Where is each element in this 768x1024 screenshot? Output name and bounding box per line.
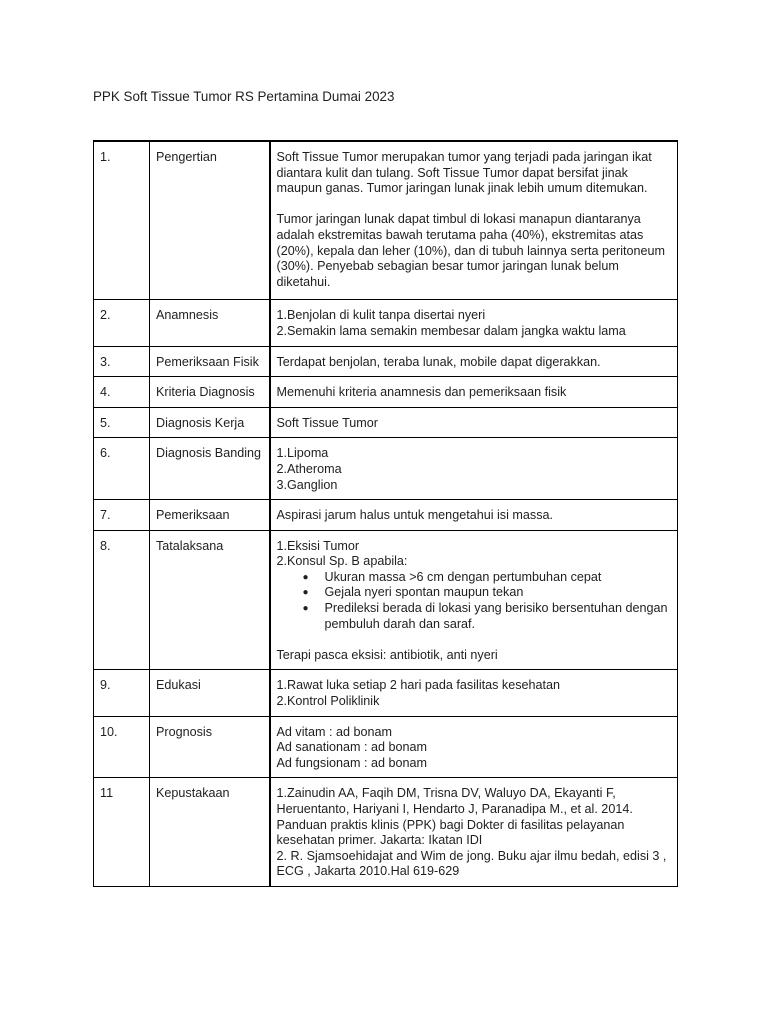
table-row-pemeriksaan bbox=[94, 500, 678, 531]
content-line: 1.Lipoma bbox=[276, 446, 329, 461]
content-line: 1.Rawat luka setiap 2 hari pada fasilitas kesehatan bbox=[276, 678, 561, 693]
content-line: 3.Ganglion bbox=[276, 477, 338, 492]
row-label: Kriteria Diagnosis bbox=[150, 377, 270, 408]
row-label: Edukasi bbox=[150, 670, 270, 716]
row-label: Pemeriksaan bbox=[150, 500, 270, 531]
row-content bbox=[270, 500, 678, 531]
row-number: 4. bbox=[94, 377, 150, 408]
row-label: Kepustakaan bbox=[150, 778, 270, 887]
content-paragraph: Soft Tissue Tumor merupakan tumor yang terjadi pada jaringan ikat diantara kulit dan tulang. Soft Tissue Tumor dapat bersifat jinak maupun ganas. Tumor jaringan lunak jinak lebih umum ditemukan. bbox=[276, 150, 652, 196]
row-number: 10. bbox=[94, 716, 150, 778]
table-row-anamnesis bbox=[94, 300, 678, 346]
table-row-tatalaksana bbox=[94, 530, 678, 670]
row-content bbox=[270, 407, 678, 438]
content-line: Memenuhi kriteria anamnesis dan pemeriksaan fisik bbox=[276, 385, 567, 400]
content-line: 1.Eksisi Tumor bbox=[276, 538, 360, 553]
row-content bbox=[270, 530, 678, 670]
ppk-table bbox=[93, 140, 678, 887]
row-label: Tatalaksana bbox=[150, 530, 270, 670]
content-line: 1.Benjolan di kulit tanpa disertai nyeri bbox=[276, 308, 486, 323]
content-line: 2.Kontrol Poliklinik bbox=[276, 694, 380, 709]
row-content bbox=[270, 778, 678, 887]
row-number: 6. bbox=[94, 438, 150, 500]
table-row-diagnosis-banding bbox=[94, 438, 678, 500]
row-label: Diagnosis Kerja bbox=[150, 407, 270, 438]
reference-item: 2. R. Sjamsoehidajat and Wim de jong. Buku ajar ilmu bedah, edisi 3 , ECG , Jakarta 2010.Hal 619-629 bbox=[276, 848, 667, 879]
row-number: 9. bbox=[94, 670, 150, 716]
bullet-list bbox=[277, 570, 672, 632]
row-content bbox=[270, 346, 678, 377]
row-number: 8. bbox=[94, 530, 150, 670]
row-label: Pemeriksaan Fisik bbox=[150, 346, 270, 377]
content-line: 2.Konsul Sp. B apabila: bbox=[276, 554, 408, 569]
row-number: 7. bbox=[94, 500, 150, 531]
row-content bbox=[270, 438, 678, 500]
content-line: 2.Semakin lama semakin membesar dalam jangka waktu lama bbox=[276, 323, 626, 338]
row-label: Anamnesis bbox=[150, 300, 270, 346]
row-number: 2. bbox=[94, 300, 150, 346]
row-label: Prognosis bbox=[150, 716, 270, 778]
bullet-item: ● Predileksi berada di lokasi yang berisiko bersentuhan dengan pembuluh darah dan saraf. bbox=[325, 601, 672, 632]
row-content bbox=[270, 670, 678, 716]
row-number: 11 bbox=[94, 778, 150, 887]
table-row-edukasi bbox=[94, 670, 678, 716]
row-number: 5. bbox=[94, 407, 150, 438]
table-row-kriteria-diagnosis bbox=[94, 377, 678, 408]
content-line: Ad vitam : ad bonam bbox=[276, 724, 393, 739]
content-line: Ad fungsionam : ad bonam bbox=[276, 755, 428, 770]
table-row-pemeriksaan-fisik bbox=[94, 346, 678, 377]
bullet-item: ● Ukuran massa >6 cm dengan pertumbuhan cepat bbox=[325, 570, 672, 586]
row-content bbox=[270, 716, 678, 778]
table-row-pengertian bbox=[94, 141, 678, 300]
content-line: Aspirasi jarum halus untuk mengetahui isi massa. bbox=[276, 508, 553, 523]
document-title: PPK Soft Tissue Tumor RS Pertamina Dumai 2023 bbox=[93, 89, 395, 104]
bullet-item: ● Gejala nyeri spontan maupun tekan bbox=[325, 585, 672, 601]
reference-item: 1.Zainudin AA, Faqih DM, Trisna DV, Waluyo DA, Ekayanti F, Heruentanto, Hariyani I, Hendarto J, Paranadipa M., et al. 2014. Panduan praktis klinis (PPK) bagi Dokter di fasilitas pelayanan kesehatan primer. Jakarta: Ikatan IDI bbox=[276, 786, 633, 848]
content-line: 2.Atheroma bbox=[276, 461, 342, 476]
row-label: Pengertian bbox=[150, 141, 270, 300]
table-row-diagnosis-kerja bbox=[94, 407, 678, 438]
content-line: Terapi pasca eksisi: antibiotik, anti nyeri bbox=[276, 647, 498, 662]
table-row-kepustakaan bbox=[94, 778, 678, 887]
content-line: Soft Tissue Tumor bbox=[276, 415, 378, 430]
row-content bbox=[270, 300, 678, 346]
row-number: 1. bbox=[94, 141, 150, 300]
content-line: Ad sanationam : ad bonam bbox=[276, 740, 428, 755]
table-row-prognosis bbox=[94, 716, 678, 778]
content-paragraph: Tumor jaringan lunak dapat timbul di lokasi manapun diantaranya adalah ekstremitas bawah terutama paha (40%), ekstremitas atas (20%), kepala dan leher (10%), dan di tubuh lainnya serta peritoneum (30%). Penyebab sebagian besar tumor jaringan lunak belum diketahui. bbox=[276, 212, 666, 289]
row-label: Diagnosis Banding bbox=[150, 438, 270, 500]
row-content bbox=[270, 141, 678, 300]
content-line: Terdapat benjolan, teraba lunak, mobile dapat digerakkan. bbox=[276, 354, 601, 369]
row-content bbox=[270, 377, 678, 408]
row-number: 3. bbox=[94, 346, 150, 377]
